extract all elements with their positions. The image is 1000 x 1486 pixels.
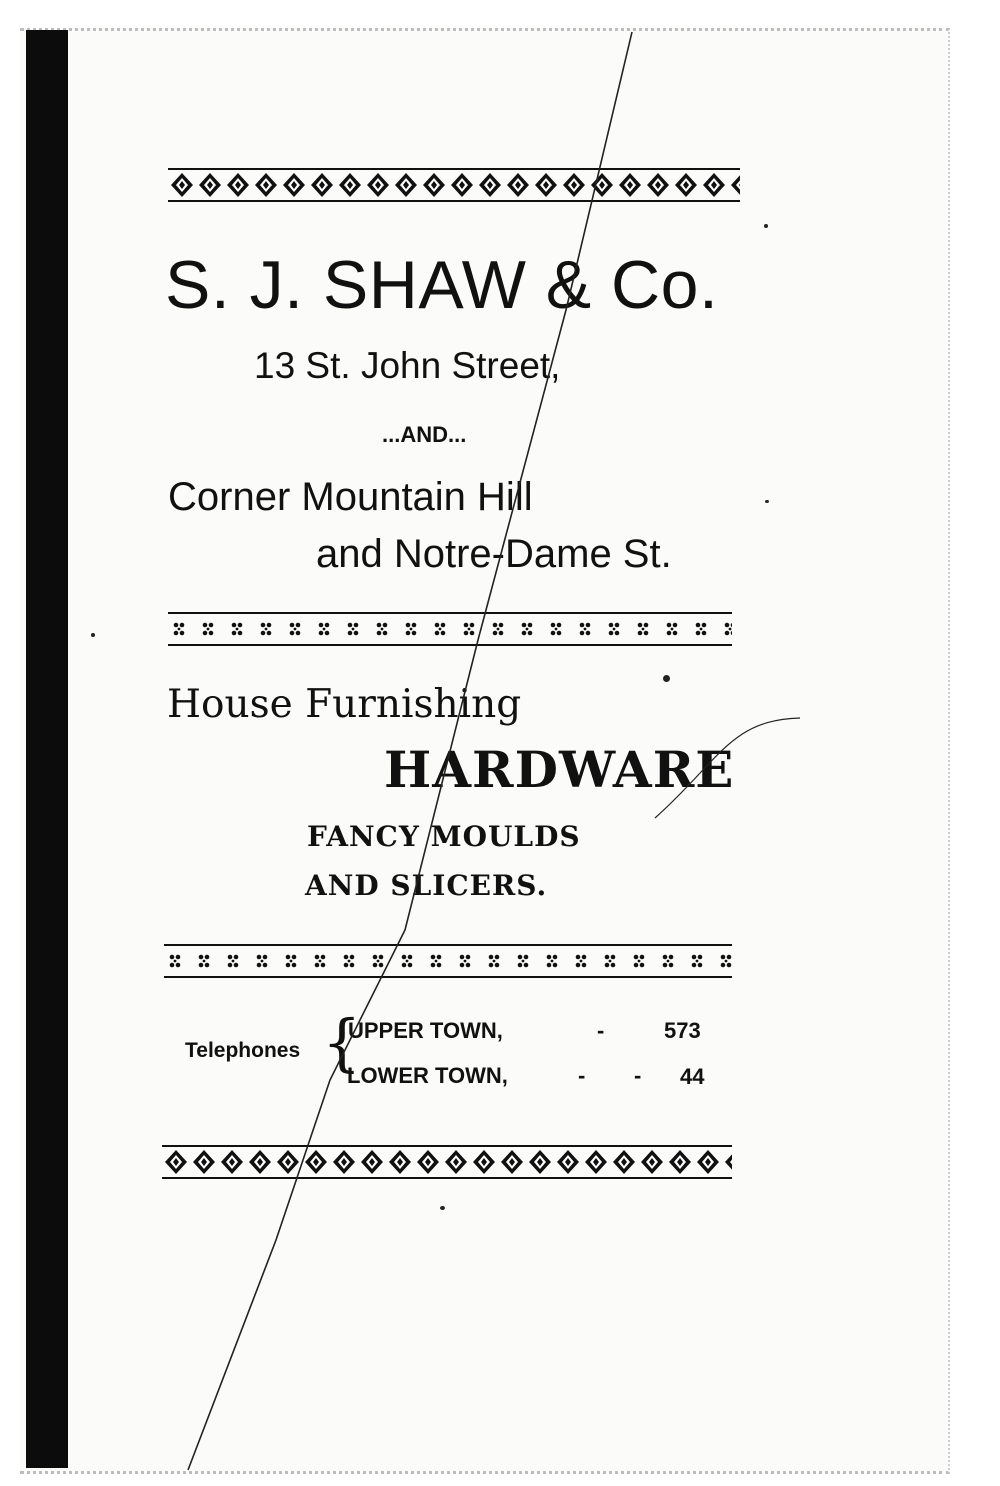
street-address: 13 St. John Street, bbox=[254, 345, 561, 386]
scan-speck bbox=[765, 500, 769, 503]
scan-speck bbox=[764, 224, 768, 228]
category-heading: HARDWARE bbox=[384, 740, 735, 799]
lower-town-number: 44 bbox=[680, 1064, 705, 1089]
telephones-label: Telephones bbox=[185, 1039, 301, 1062]
upper-town-label: UPPER TOWN, bbox=[348, 1018, 503, 1043]
binding-spine bbox=[26, 30, 68, 1468]
brace-glyph: { bbox=[322, 1006, 362, 1079]
scan-speck bbox=[440, 1206, 445, 1210]
tagline: House Furnishing bbox=[167, 682, 522, 727]
products-line-2: AND SLICERS. bbox=[305, 869, 548, 902]
ornament-border-middle bbox=[168, 612, 732, 646]
ornament-border-lower bbox=[164, 944, 732, 978]
upper-town-number: 573 bbox=[664, 1018, 701, 1043]
lower-town-leader: - bbox=[578, 1063, 586, 1088]
scan-speck bbox=[91, 633, 95, 637]
firm-name: S. J. SHAW & Co. bbox=[165, 247, 719, 323]
corner-address-line-2: and Notre-Dame St. bbox=[316, 532, 672, 576]
scan-speck bbox=[663, 675, 670, 682]
corner-address-line-1: Corner Mountain Hill bbox=[168, 475, 533, 519]
ornament-border-top bbox=[168, 168, 740, 202]
upper-town-leader: - bbox=[597, 1018, 605, 1043]
products-line-1: FANCY MOULDS bbox=[307, 820, 581, 853]
lower-town-leader-2: - bbox=[634, 1063, 642, 1088]
lower-town-label: LOWER TOWN, bbox=[347, 1063, 508, 1088]
ornament-border-bottom bbox=[162, 1145, 732, 1179]
and-separator: ...AND... bbox=[382, 422, 467, 447]
